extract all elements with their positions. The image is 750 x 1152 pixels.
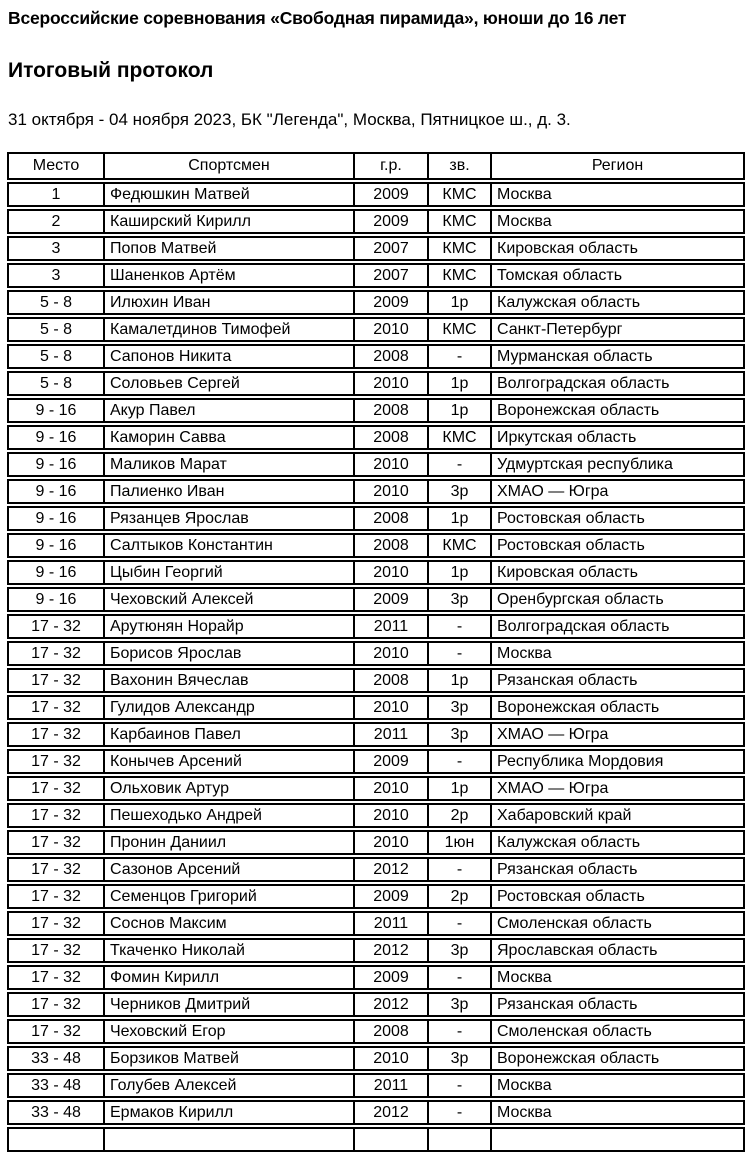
- table-row: [7, 1019, 745, 1044]
- cell-athlete: Фомин Кирилл: [105, 967, 355, 988]
- cell-birth-year: 2008: [355, 535, 429, 556]
- cell-birth-year: 2012: [355, 859, 429, 880]
- cell-region: Волгоградская область: [497, 374, 670, 392]
- cell-region: Калужская область: [497, 833, 641, 851]
- cell-region: Воронежская область: [497, 1049, 660, 1067]
- table-row: [7, 263, 745, 288]
- cell-place: 9 - 16: [9, 400, 105, 421]
- table-row: [7, 695, 745, 720]
- cell-birth-year: 2009: [355, 886, 429, 907]
- cell-region: Томская область: [497, 266, 623, 284]
- cell-birth-year: 2010: [355, 454, 429, 475]
- table-row: [7, 749, 745, 774]
- cell-athlete: Ткаченко Николай: [105, 940, 355, 961]
- cell-rank: КМС: [429, 238, 492, 259]
- cell-region: Ростовская область: [497, 887, 645, 905]
- document-subtitle: Итоговый протокол: [8, 59, 214, 82]
- cell-athlete: Гулидов Александр: [105, 697, 355, 718]
- cell-birth-year: 2008: [355, 400, 429, 421]
- cell-place: 17 - 32: [9, 616, 105, 637]
- cell-place: 3: [9, 265, 105, 286]
- cell-rank: КМС: [429, 319, 492, 340]
- cell-place: 17 - 32: [9, 805, 105, 826]
- cell-rank: КМС: [429, 535, 492, 556]
- cell-birth-year: 2012: [355, 994, 429, 1015]
- cell-region: ХМАО — Югра: [497, 725, 609, 743]
- cell-region: Воронежская область: [497, 401, 660, 419]
- cell-rank: КМС: [429, 211, 492, 232]
- cell-place: 9 - 16: [9, 508, 105, 529]
- cell-region: Кировская область: [497, 563, 638, 581]
- cell-place: 17 - 32: [9, 751, 105, 772]
- table-row: [7, 560, 745, 585]
- table-row: [7, 398, 745, 423]
- cell-region: Республика Мордовия: [497, 752, 664, 770]
- cell-rank: -: [429, 967, 492, 988]
- cell-region: Москва: [497, 644, 552, 662]
- cell-rank: 3р: [429, 724, 492, 745]
- cell-place: 9 - 16: [9, 454, 105, 475]
- table-row: [7, 506, 745, 531]
- cell-place: 5 - 8: [9, 292, 105, 313]
- cell-athlete: Борисов Ярослав: [105, 643, 355, 664]
- cell-region: Ярославская область: [497, 941, 658, 959]
- table-row: [7, 830, 745, 855]
- results-table: [7, 152, 745, 1152]
- cell-place: 9 - 16: [9, 562, 105, 583]
- cell-athlete: Рязанцев Ярослав: [105, 508, 355, 529]
- cell-birth-year: 2012: [355, 1102, 429, 1123]
- cell-athlete: Чеховский Алексей: [105, 589, 355, 610]
- cell-birth-year: 2010: [355, 1048, 429, 1069]
- cell-athlete: Шаненков Артём: [105, 265, 355, 286]
- cell-rank: 2р: [429, 886, 492, 907]
- cell-rank: 3р: [429, 589, 492, 610]
- cell-rank: КМС: [429, 265, 492, 286]
- cell-region: Москва: [497, 212, 552, 230]
- cell-athlete: Чеховский Егор: [105, 1021, 355, 1042]
- cell-place: 5 - 8: [9, 373, 105, 394]
- table-row: [7, 1100, 745, 1125]
- cell-place: 17 - 32: [9, 859, 105, 880]
- cell-birth-year: 2010: [355, 481, 429, 502]
- cell-region: Ростовская область: [497, 536, 645, 554]
- cell-region: Москва: [497, 1103, 552, 1121]
- table-row: [7, 182, 745, 207]
- cell-rank: 2р: [429, 805, 492, 826]
- cell-birth-year: 2011: [355, 1075, 429, 1096]
- cell-birth-year: 2012: [355, 940, 429, 961]
- cell-place: 17 - 32: [9, 832, 105, 853]
- cell-place: 17 - 32: [9, 778, 105, 799]
- cell-region: Москва: [497, 1076, 552, 1094]
- cell-region: Иркутская область: [497, 428, 637, 446]
- cell-region: Ростовская область: [497, 509, 645, 527]
- cell-athlete: Цыбин Георгий: [105, 562, 355, 583]
- cell-birth-year: 2007: [355, 265, 429, 286]
- cell-rank: -: [429, 1075, 492, 1096]
- table-row: [7, 533, 745, 558]
- cell-birth-year: 2009: [355, 967, 429, 988]
- cell-athlete: Борзиков Матвей: [105, 1048, 355, 1069]
- cell-region: [492, 1129, 743, 1150]
- table-row: [7, 614, 745, 639]
- table-row: [7, 587, 745, 612]
- cell-rank: 3р: [429, 1048, 492, 1069]
- cell-region: Москва: [497, 968, 552, 986]
- cell-region: Оренбургская область: [497, 590, 664, 608]
- cell-place: 33 - 48: [9, 1075, 105, 1096]
- cell-birth-year: 2008: [355, 346, 429, 367]
- cell-place: [9, 1129, 105, 1150]
- cell-rank: КМС: [429, 184, 492, 205]
- cell-athlete: Маликов Марат: [105, 454, 355, 475]
- cell-athlete: Карбаинов Павел: [105, 724, 355, 745]
- cell-birth-year: 2010: [355, 832, 429, 853]
- cell-birth-year: 2010: [355, 319, 429, 340]
- cell-region: Хабаровский край: [497, 806, 632, 824]
- table-row: [7, 371, 745, 396]
- cell-rank: 1р: [429, 778, 492, 799]
- cell-place: 17 - 32: [9, 724, 105, 745]
- cell-athlete: Семенцов Григорий: [105, 886, 355, 907]
- cell-rank: -: [429, 616, 492, 637]
- cell-athlete: Ермаков Кирилл: [105, 1102, 355, 1123]
- cell-place: 9 - 16: [9, 427, 105, 448]
- cell-athlete: Соловьев Сергей: [105, 373, 355, 394]
- cell-region: Москва: [497, 185, 552, 203]
- cell-athlete: Сапонов Никита: [105, 346, 355, 367]
- cell-athlete: Салтыков Константин: [105, 535, 355, 556]
- cell-athlete: Ольховик Артур: [105, 778, 355, 799]
- cell-athlete: Пронин Даниил: [105, 832, 355, 853]
- cell-region: Рязанская область: [497, 860, 638, 878]
- cell-athlete: Вахонин Вячеслав: [105, 670, 355, 691]
- cell-rank: 1юн: [429, 832, 492, 853]
- cell-place: 1: [9, 184, 105, 205]
- cell-region: Удмуртская республика: [497, 455, 673, 473]
- cell-athlete: Попов Матвей: [105, 238, 355, 259]
- cell-rank: 1р: [429, 670, 492, 691]
- column-header-region: Регион: [591, 157, 644, 174]
- cell-place: 17 - 32: [9, 940, 105, 961]
- cell-place: 17 - 32: [9, 1021, 105, 1042]
- cell-athlete: Конычев Арсений: [105, 751, 355, 772]
- table-row: [7, 857, 745, 882]
- cell-region: Смоленская область: [497, 1022, 652, 1040]
- table-row: [7, 1073, 745, 1098]
- cell-place: 17 - 32: [9, 967, 105, 988]
- cell-rank: 1р: [429, 400, 492, 421]
- cell-birth-year: 2010: [355, 805, 429, 826]
- cell-birth-year: 2008: [355, 508, 429, 529]
- cell-birth-year: 2010: [355, 562, 429, 583]
- cell-place: 9 - 16: [9, 535, 105, 556]
- cell-place: 17 - 32: [9, 670, 105, 691]
- cell-place: 17 - 32: [9, 913, 105, 934]
- cell-birth-year: 2009: [355, 184, 429, 205]
- cell-rank: -: [429, 1102, 492, 1123]
- cell-athlete: Илюхин Иван: [105, 292, 355, 313]
- cell-rank: 3р: [429, 481, 492, 502]
- cell-place: 17 - 32: [9, 994, 105, 1015]
- table-row: [7, 479, 745, 504]
- cell-region: Калужская область: [497, 293, 641, 311]
- table-row: [7, 722, 745, 747]
- cell-place: 2: [9, 211, 105, 232]
- cell-athlete: Каморин Савва: [105, 427, 355, 448]
- cell-rank: КМС: [429, 427, 492, 448]
- table-row: [7, 1046, 745, 1071]
- cell-athlete: Сазонов Арсений: [105, 859, 355, 880]
- table-row: [7, 344, 745, 369]
- cell-rank: 3р: [429, 940, 492, 961]
- cell-place: 5 - 8: [9, 346, 105, 367]
- table-row: [7, 776, 745, 801]
- table-row: [7, 641, 745, 666]
- cell-athlete: Каширский Кирилл: [105, 211, 355, 232]
- cell-birth-year: 2008: [355, 670, 429, 691]
- cell-birth-year: 2010: [355, 643, 429, 664]
- cell-athlete: Соснов Максим: [105, 913, 355, 934]
- cell-athlete: Пешеходько Андрей: [105, 805, 355, 826]
- cell-place: 17 - 32: [9, 643, 105, 664]
- cell-birth-year: 2007: [355, 238, 429, 259]
- event-info-line: 31 октября - 04 ноября 2023, БК "Легенда", Москва, Пятницкое ш., д. 3.: [8, 110, 571, 129]
- table-body: [7, 182, 745, 1125]
- table-header-row: [7, 152, 745, 180]
- cell-region: Кировская область: [497, 239, 638, 257]
- cell-place: 9 - 16: [9, 589, 105, 610]
- column-header-rank: зв.: [429, 154, 492, 178]
- document-title: Всероссийские соревнования «Свободная пирамида», юноши до 16 лет: [8, 8, 627, 28]
- cell-region: Рязанская область: [497, 671, 638, 689]
- cell-birth-year: 2008: [355, 1021, 429, 1042]
- cell-place: 33 - 48: [9, 1102, 105, 1123]
- cell-region: Рязанская область: [497, 995, 638, 1013]
- cell-rank: -: [429, 913, 492, 934]
- column-header-athlete: Спортсмен: [105, 154, 355, 178]
- cell-birth-year: 2008: [355, 427, 429, 448]
- cell-athlete: Акур Павел: [105, 400, 355, 421]
- cell-rank: -: [429, 859, 492, 880]
- cell-region: Санкт-Петербург: [497, 320, 623, 338]
- cell-birth-year: 2011: [355, 913, 429, 934]
- cell-athlete: Федюшкин Матвей: [105, 184, 355, 205]
- cell-region: ХМАО — Югра: [497, 779, 609, 797]
- table-row: [7, 803, 745, 828]
- cell-place: 3: [9, 238, 105, 259]
- table-row: [7, 992, 745, 1017]
- cell-athlete: Камалетдинов Тимофей: [105, 319, 355, 340]
- cell-birth-year: 2010: [355, 697, 429, 718]
- cell-rank: [429, 1129, 492, 1150]
- cell-birth-year: 2011: [355, 724, 429, 745]
- cell-athlete: [105, 1129, 355, 1150]
- cell-region: Воронежская область: [497, 698, 660, 716]
- cell-athlete: Черников Дмитрий: [105, 994, 355, 1015]
- cell-birth-year: 2010: [355, 373, 429, 394]
- cell-birth-year: 2009: [355, 751, 429, 772]
- table-row: [7, 425, 745, 450]
- table-row-partial-cutoff: [7, 1127, 745, 1152]
- cell-birth-year: 2010: [355, 778, 429, 799]
- cell-rank: -: [429, 643, 492, 664]
- cell-rank: 1р: [429, 373, 492, 394]
- cell-place: 33 - 48: [9, 1048, 105, 1069]
- cell-athlete: Арутюнян Норайр: [105, 616, 355, 637]
- cell-region: Мурманская область: [497, 347, 653, 365]
- cell-region: ХМАО — Югра: [497, 482, 609, 500]
- column-header-birth-year: г.р.: [355, 154, 429, 178]
- table-row: [7, 317, 745, 342]
- cell-birth-year: 2009: [355, 589, 429, 610]
- cell-rank: 3р: [429, 697, 492, 718]
- table-row: [7, 452, 745, 477]
- table-row: [7, 290, 745, 315]
- table-row: [7, 209, 745, 234]
- cell-rank: -: [429, 454, 492, 475]
- cell-birth-year: 2009: [355, 292, 429, 313]
- cell-athlete: Палиенко Иван: [105, 481, 355, 502]
- table-row: [7, 236, 745, 261]
- cell-place: 9 - 16: [9, 481, 105, 502]
- table-row: [7, 668, 745, 693]
- cell-birth-year: [355, 1129, 429, 1150]
- table-row: [7, 911, 745, 936]
- table-row: [7, 938, 745, 963]
- cell-rank: 1р: [429, 562, 492, 583]
- cell-rank: -: [429, 751, 492, 772]
- table-row: [7, 884, 745, 909]
- table-row: [7, 965, 745, 990]
- cell-place: 17 - 32: [9, 697, 105, 718]
- cell-birth-year: 2011: [355, 616, 429, 637]
- column-header-place: Место: [9, 154, 105, 178]
- cell-place: 5 - 8: [9, 319, 105, 340]
- cell-rank: -: [429, 346, 492, 367]
- cell-rank: -: [429, 1021, 492, 1042]
- cell-rank: 1р: [429, 508, 492, 529]
- cell-birth-year: 2009: [355, 211, 429, 232]
- cell-rank: 1р: [429, 292, 492, 313]
- cell-athlete: Голубев Алексей: [105, 1075, 355, 1096]
- cell-place: 17 - 32: [9, 886, 105, 907]
- cell-region: Смоленская область: [497, 914, 652, 932]
- cell-rank: 3р: [429, 994, 492, 1015]
- cell-region: Волгоградская область: [497, 617, 670, 635]
